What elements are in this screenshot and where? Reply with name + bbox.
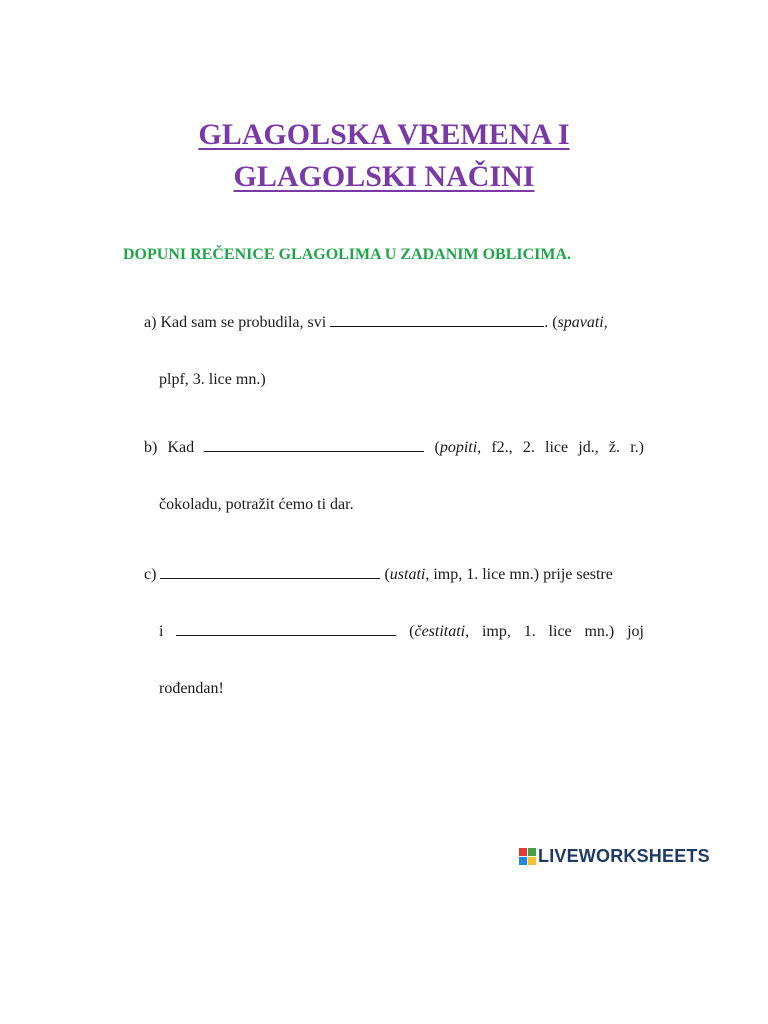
exercise-c-word: i xyxy=(159,623,164,640)
exercise-c-word: 1. xyxy=(523,623,536,640)
exercise-c-paren: ( xyxy=(384,566,390,583)
exercise-b-label: b) xyxy=(144,439,158,456)
exercise-a-blank[interactable] xyxy=(330,312,544,327)
exercise-c-word: joj xyxy=(627,623,644,640)
liveworksheets-logo-icon xyxy=(519,848,536,865)
exercise-b-verb-group xyxy=(435,438,482,458)
exercise-a-verb: spavati xyxy=(557,314,604,331)
exercise-c-word: mn.) xyxy=(584,623,615,640)
logo-square xyxy=(528,848,536,856)
exercise-c-verb-group xyxy=(409,622,469,642)
exercise-c-line-3: rođendan! xyxy=(159,680,224,697)
liveworksheets-logo-text: LIVEWORKSHEETS xyxy=(538,846,710,866)
exercise-a-comma: , xyxy=(603,314,608,331)
logo-square xyxy=(519,848,527,856)
exercise-c-verb-2: čestitati xyxy=(414,623,466,640)
exercise-c-label: c) xyxy=(144,566,157,583)
worksheet-title xyxy=(0,114,768,198)
exercise-b-paren: ( xyxy=(434,439,440,456)
exercise-a-text: Kad sam se probudila, svi xyxy=(160,314,327,331)
exercise-b-line-2: čokoladu, potražit ćemo ti dar. xyxy=(159,496,354,513)
exercise-b-verb: popiti xyxy=(439,439,478,456)
exercise-c-line-2 xyxy=(159,621,644,642)
exercise-c-line-1 xyxy=(144,564,644,585)
exercise-b-word: jd., xyxy=(578,439,599,456)
title-line-1: GLAGOLSKA VREMENA I xyxy=(198,118,570,151)
exercise-a-label: a) xyxy=(144,314,157,331)
exercise-c-word: imp, xyxy=(481,623,511,640)
exercise-a-line-2: plpf, 3. lice mn.) xyxy=(159,371,266,388)
exercise-b-word: r.) xyxy=(630,439,644,456)
liveworksheets-logo xyxy=(519,846,710,867)
exercise-c-blank-1[interactable] xyxy=(160,564,380,579)
exercise-c-verb: ustati xyxy=(389,566,426,583)
exercise-a-punct: . ( xyxy=(544,314,558,331)
exercise-c-word: lice xyxy=(548,623,572,640)
exercise-b-word: f2., xyxy=(491,439,513,456)
exercise-c-text: , imp, 1. lice mn.) prije sestre xyxy=(425,566,613,583)
exercise-b-blank[interactable] xyxy=(204,437,424,452)
exercise-c-comma: , xyxy=(465,623,470,640)
exercise-b-line-1 xyxy=(144,437,644,458)
exercise-c-blank-2[interactable] xyxy=(176,621,396,636)
exercise-b-text: Kad xyxy=(167,439,195,456)
exercise-b-word: ž. xyxy=(608,439,621,456)
title-line-2: GLAGOLSKI NAČINI xyxy=(233,160,535,193)
instruction-text: DOPUNI REČENICE GLAGOLIMA U ZADANIM OBLICIMA. xyxy=(123,246,572,263)
exercise-b-comma: , xyxy=(477,439,482,456)
exercise-c-paren: ( xyxy=(409,623,415,640)
logo-square xyxy=(528,857,536,865)
exercise-b-word: 2. xyxy=(522,439,535,456)
exercise-a-line-1 xyxy=(144,312,644,333)
exercise-b-word: lice xyxy=(545,439,569,456)
logo-square xyxy=(519,857,527,865)
